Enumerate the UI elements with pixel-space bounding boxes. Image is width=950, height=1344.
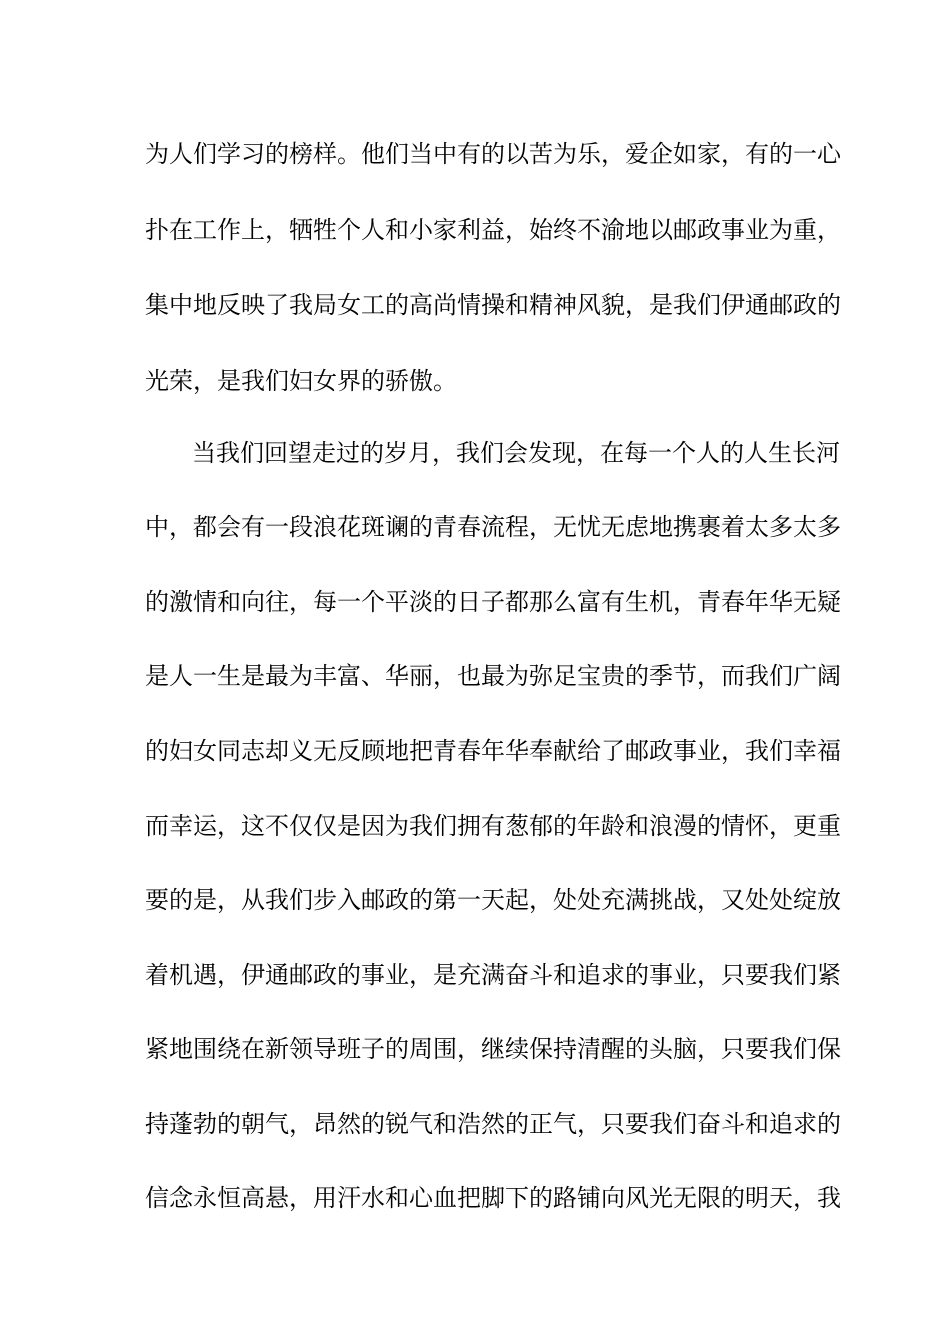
paragraph-1-line-4: 光荣，是我们妇女界的骄傲。 [145, 367, 457, 395]
paragraph-1-line-1: 为人们学习的榜样。他们当中有的以苦为乐，爱企如家，有的一心 [145, 140, 841, 168]
paragraph-2-line-4: 是人一生是最为丰富、华丽，也最为弥足宝贵的季节，而我们广阔 [145, 662, 841, 690]
paragraph-2-line-3: 的激情和向往，每一个平淡的日子都那么富有生机，青春年华无疑 [145, 588, 841, 616]
paragraph-2-line-1: 当我们回望走过的岁月，我们会发现，在每一个人的人生长河 [192, 439, 840, 467]
paragraph-2-line-8: 着机遇，伊通邮政的事业，是充满奋斗和追求的事业，只要我们紧 [145, 961, 841, 989]
paragraph-2-line-5: 的妇女同志却义无反顾地把青春年华奉献给了邮政事业，我们幸福 [145, 737, 841, 765]
paragraph-1-line-3: 集中地反映了我局女工的高尚情操和精神风貌，是我们伊通邮政的 [145, 291, 841, 319]
paragraph-2-line-10: 持蓬勃的朝气，昂然的锐气和浩然的正气，只要我们奋斗和追求的 [145, 1110, 841, 1138]
paragraph-2-line-2: 中，都会有一段浪花斑谰的青春流程，无忧无虑地携裹着太多太多 [145, 513, 841, 541]
paragraph-2-line-6: 而幸运，这不仅仅是因为我们拥有葱郁的年龄和浪漫的情怀，更重 [145, 812, 841, 840]
paragraph-2-line-7: 要的是，从我们步入邮政的第一天起，处处充满挑战，又处处绽放 [145, 886, 841, 914]
paragraph-1-line-2: 扑在工作上，牺牲个人和小家利益，始终不渝地以邮政事业为重， [145, 216, 841, 244]
paragraph-2-line-11: 信念永恒高悬，用汗水和心血把脚下的路铺向风光无限的明天，我 [145, 1184, 841, 1212]
paragraph-2-line-9: 紧地围绕在新领导班子的周围，继续保持清醒的头脑，只要我们保 [145, 1035, 841, 1063]
